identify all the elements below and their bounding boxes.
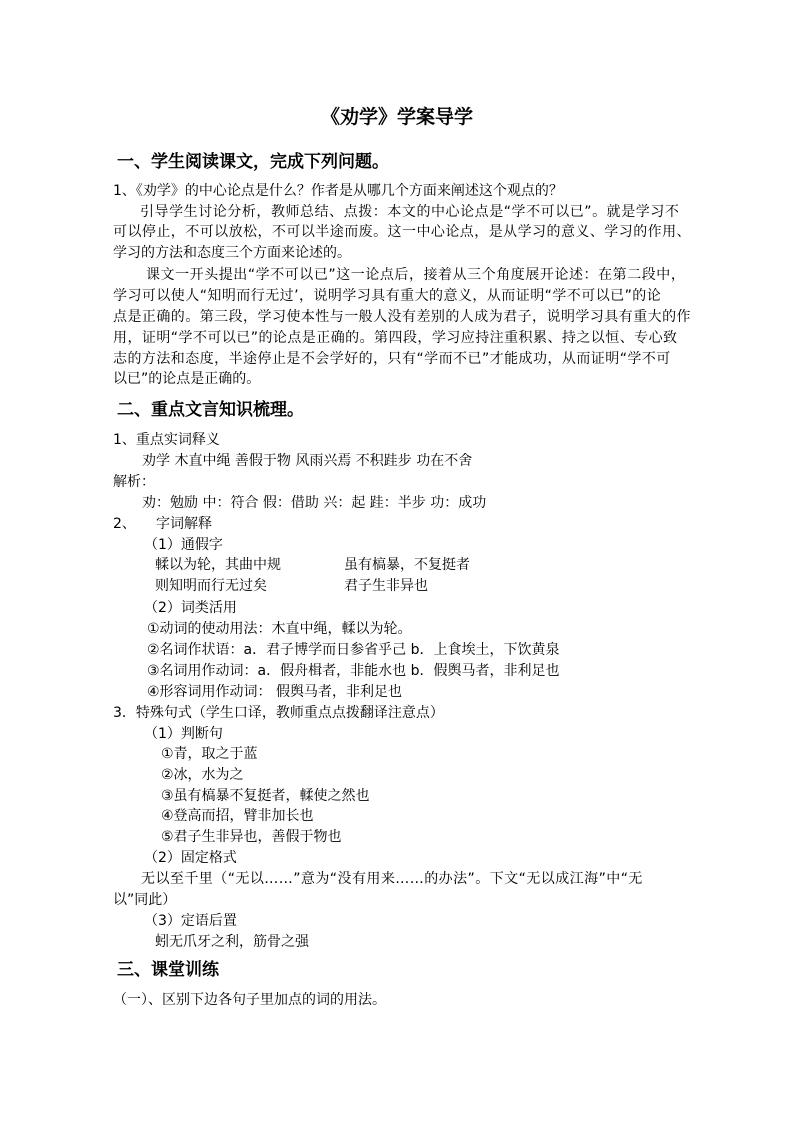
item3-sub1-line5: ⑤君子生非异也，善假于物也 (161, 829, 342, 845)
item2-sub2-line2: ②名词作状语：a．君子博学而日参省乎己 b．上食埃土，下饮黄泉 (147, 642, 560, 658)
item3-sub1-line4: ④登高而招，臂非加长也 (161, 808, 314, 824)
item3-sub3-label: （3）定语后置 (144, 913, 237, 929)
item3-sub1-line3: ③虽有槁暴不复挺者，輮使之然也 (161, 788, 370, 804)
item3-sub1-line2: ②冰，水为之 (161, 767, 244, 783)
item2-sub1-d: 君子生非异也 (344, 578, 428, 594)
item1-words: 劝学 木直中绳 善假于物 风雨兴焉 不积跬步 功在不舍 (142, 453, 473, 469)
item3-sub2-line2: 以”同此） (113, 892, 177, 908)
para1-line1: 引导学生讨论分析，教师总结、点拨：本文的中心论点是“学不可以已”。就是学习不 (140, 204, 680, 220)
item2-sub2-line3: ③名词用作动词：a．假舟楫者，非能水也 b．假舆马者，非利足也 (147, 663, 560, 679)
item2-num: 2、 (113, 516, 136, 532)
section-3-sub1: （一）、区别下边各句子里加点的词的用法。 (113, 992, 386, 1008)
item2-sub2-line4: ④形容词用作动词： 假舆马者，非利足也 (147, 684, 402, 700)
item3-label: 3．特殊句式（学生口译，教师重点点拨翻译注意点） (113, 705, 444, 721)
section-3-heading: 三、课堂训练 (117, 960, 219, 980)
item2-sub1-b: 虽有槁暴，不复挺者 (344, 557, 470, 573)
item2-sub2-line1: ①动词的使动用法：木直中绳，輮以为轮。 (147, 621, 412, 637)
para2-line5: 志的方法和态度，半途停止是不会学好的，只有“学而不已”才能成功，从而证明“学不可 (113, 351, 671, 367)
section-1-heading: 一、学生阅读课文，完成下列问题。 (117, 152, 389, 172)
para2-line2: 学习可以使人“知明而行无过’，说明学习具有重大的意义，从而证明“学不可以已”的论 (113, 288, 662, 304)
item2-label: 字词解释 (156, 516, 212, 532)
para1-line2: 可以停止，不可以放松，不可以半途而废。这一中心论点，是从学习的意义、学习的作用、 (113, 224, 691, 240)
para2-line6: 以已”的论点是正确的。 (113, 371, 261, 387)
item1-analysis: 劝：勉励 中：符合 假：借助 兴：起 跬：半步 功：成功 (142, 495, 487, 511)
item2-sub1-a: 輮以为轮，其曲中规 (155, 557, 281, 573)
item3-sub2-line1: 无以至千里（“无以……”意为“没有用来……的办法”。下文“无以成江海”中“无 (141, 871, 643, 887)
item1-analysis-label: 解析： (113, 474, 155, 490)
para2-line4: 用，证明“学不可以已”的论点是正确的。第四段，学习应持注重积累、持之以恒、专心致 (113, 330, 678, 346)
item3-sub3-line: 蚓无爪牙之利，筋骨之强 (155, 934, 309, 950)
para1-line3: 学习的方法和态度三个方面来论述的。 (113, 245, 351, 261)
item1-label: 1、重点实词释义 (113, 432, 220, 448)
question-1: 1、《劝学》的中心论点是什么？作者是从哪几个方面来阐述这个观点的？ (113, 183, 563, 199)
page-title: 《劝学》学案导学 (320, 106, 473, 128)
item3-sub2-label: （2）固定格式 (144, 850, 237, 866)
section-2-heading: 二、重点文言知识梳理。 (117, 400, 304, 420)
para2-line3: 点是正确的。第三段，学习使本性与一般人没有差别的人成为君子，说明学习具有重大的作 (113, 309, 691, 325)
item2-sub2-label: （2）词类活用 (144, 600, 237, 616)
item3-sub1-label: （1）判断句 (144, 726, 223, 742)
item2-sub1-c: 则知明而行无过矣 (155, 578, 267, 594)
item3-sub1-line1: ①青，取之于蓝 (161, 746, 258, 762)
item2-sub1-label: （1）通假字 (144, 537, 223, 553)
para2-line1: 课文一开头提出“学不可以已”这一论点后，接着从三个角度展开论述：在第二段中， (146, 267, 686, 283)
